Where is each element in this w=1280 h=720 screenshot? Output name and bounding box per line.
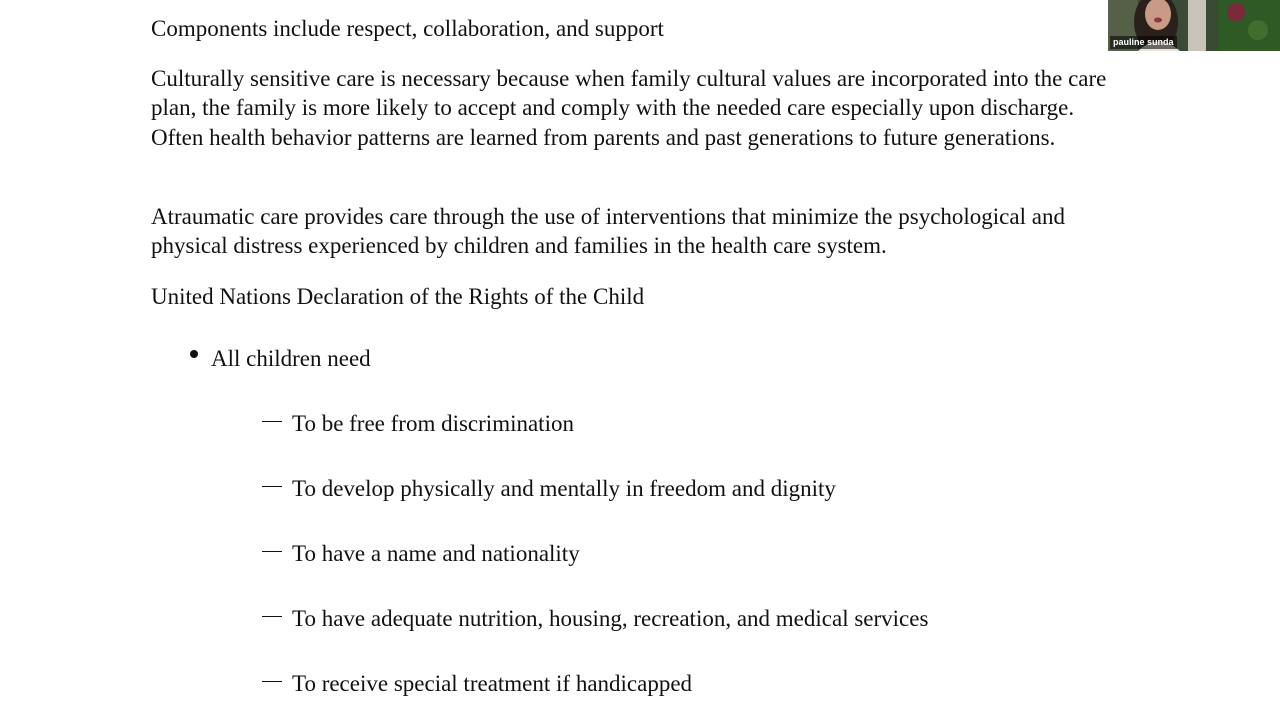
sub-bullet-text: To develop physically and mentally in freedom and dignity — [292, 476, 836, 501]
sub-bullet-item — [262, 669, 692, 699]
slide-paragraph-atraumatic-care: Atraumatic care provides care through the use of interventions that minimize the psychological and physical distress experienced by children and families in the health care system. — [151, 204, 1065, 259]
dash-icon — [262, 681, 282, 682]
dash-icon — [262, 551, 282, 552]
sub-bullet-item — [262, 409, 574, 439]
slide-paragraph-un-declaration: United Nations Declaration of the Rights of the Child — [151, 284, 645, 309]
bullet-text: All children need — [211, 346, 371, 371]
sub-bullet-text: To receive special treatment if handicapped — [292, 671, 693, 696]
bullet-dot-icon — [190, 350, 198, 358]
dash-icon — [262, 616, 282, 617]
sub-bullet-item — [262, 474, 836, 504]
dash-icon — [262, 421, 282, 422]
sub-bullet-item — [262, 604, 928, 634]
dash-icon — [262, 486, 282, 487]
participant-name-label: pauline sunda — [1110, 36, 1177, 49]
slide-paragraph-components: Components include respect, collaboration, and support — [151, 16, 664, 41]
sub-bullet-text: To have adequate nutrition, housing, recreation, and medical services — [292, 606, 929, 631]
slide-paragraph-culturally-sensitive-care: Culturally sensitive care is necessary because when family cultural values are incorporated into the care plan, the family is more likely to accept and comply with the needed care especially upon discharge. Often health behavior patterns are learned from parents and past generations to future generations. — [151, 66, 1107, 150]
sub-bullet-text: To have a name and nationality — [292, 541, 580, 566]
bullet-item — [186, 344, 371, 374]
participant-video-tile[interactable] — [1108, 0, 1280, 51]
sub-bullet-text: To be free from discrimination — [292, 411, 574, 436]
sub-bullet-item — [262, 539, 580, 569]
